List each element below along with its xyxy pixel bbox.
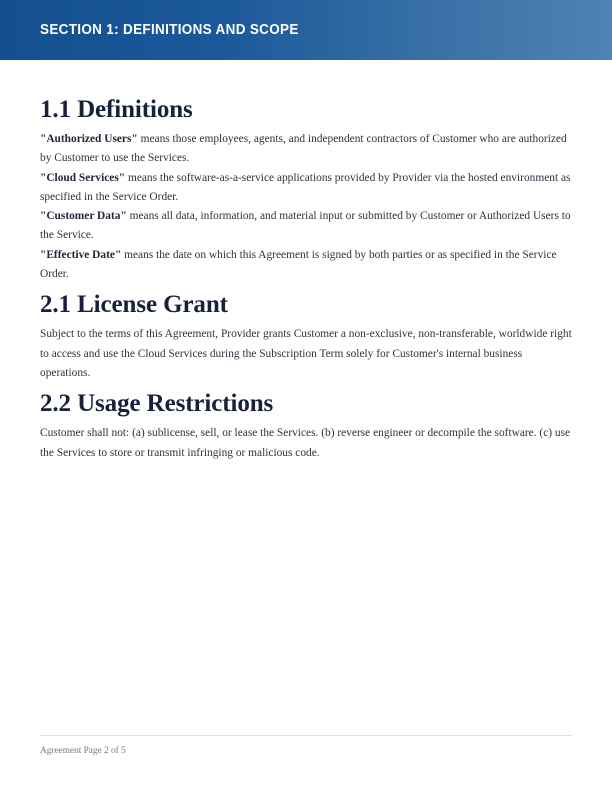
definition-text: means the date on which this Agreement is signed by both parties or as specified in the Service Order. — [40, 248, 557, 281]
heading-gap — [40, 383, 572, 390]
definition-text: means those employees, agents, and independent contractors of Customer who are authorized by Customer to use the Services. — [40, 133, 567, 165]
heading-gap — [40, 284, 572, 291]
document-body — [0, 60, 612, 463]
footer-page-label: Agreement Page 2 of 5 — [40, 746, 126, 756]
definition-paragraph — [40, 169, 572, 208]
definition-text: means the software-as-a-service applications provided by Provider via the hosted environment as specified in the Service Order. — [40, 171, 571, 203]
defined-term: "Customer Data" — [40, 210, 127, 223]
license-grant-paragraph: Subject to the terms of this Agreement, Provider grants Customer a non-exclusive, non-transferable, worldwide right to access and use the Cloud Services during the Subscription Term solely for Customer's internal business operations. — [40, 328, 572, 379]
definition-text: means all data, information, and material input or submitted by Customer or Authorized Users to the Service. — [40, 210, 571, 242]
page-footer — [40, 735, 572, 757]
footer-divider — [40, 735, 572, 736]
heading-definitions: 1.1 Definitions — [40, 96, 193, 123]
heading-usage-restrictions: 2.2 Usage Restrictions — [40, 390, 274, 418]
definition-paragraph — [40, 246, 572, 285]
defined-term: "Cloud Services" — [40, 171, 126, 184]
defined-term: "Effective Date" — [40, 248, 122, 261]
section-header-title: SECTION 1: DEFINITIONS AND SCOPE — [40, 22, 299, 38]
usage-restrictions-paragraph: Customer shall not: (a) sublicense, sell, or lease the Services. (b) reverse engineer or decompile the software. (c) use the Services to store or transmit infringing or malicious code. — [40, 427, 571, 459]
top-spacer — [40, 60, 572, 96]
definition-paragraph — [40, 207, 572, 246]
definition-paragraph — [40, 130, 572, 169]
defined-term: "Authorized Users" — [40, 133, 138, 145]
section-header-banner — [0, 0, 612, 60]
heading-license-grant: 2.1 License Grant — [40, 291, 228, 319]
